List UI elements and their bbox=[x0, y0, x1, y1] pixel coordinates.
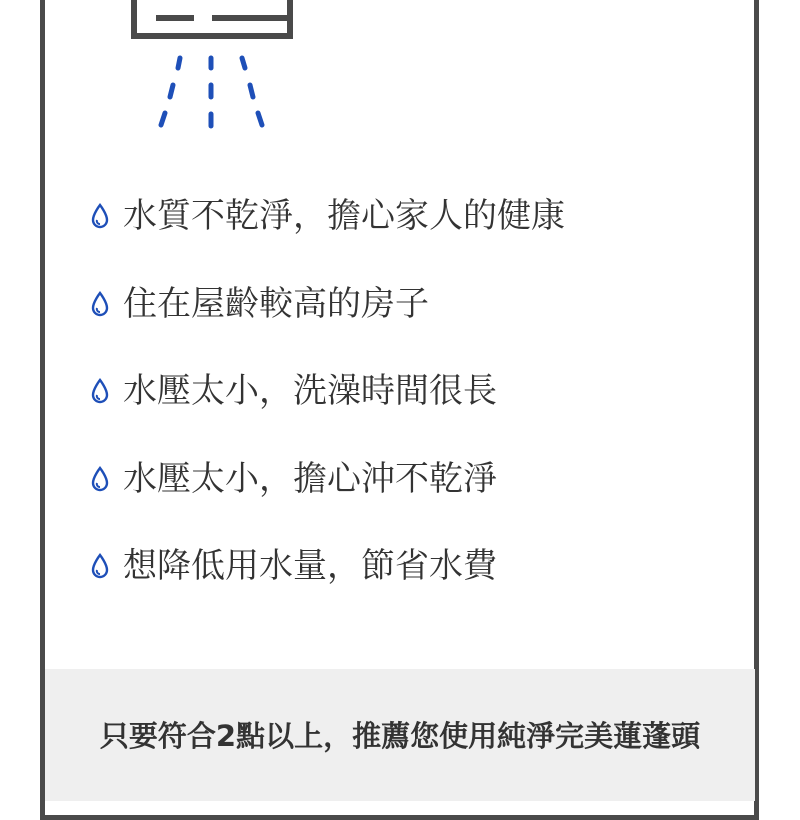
water-drop-icon bbox=[90, 291, 110, 317]
list-item bbox=[90, 278, 565, 330]
list-item bbox=[90, 190, 565, 242]
list-item-label: 水壓太小，擔心沖不乾淨 bbox=[123, 458, 497, 499]
list-item bbox=[90, 453, 565, 505]
footer-message: 只要符合2點以上，推薦您使用純淨完美蓮蓬頭 bbox=[99, 719, 701, 753]
list-item bbox=[90, 365, 565, 417]
water-drop-icon bbox=[90, 466, 110, 492]
water-drop-icon bbox=[90, 378, 110, 404]
water-drop-icon bbox=[90, 553, 110, 579]
condition-checklist bbox=[90, 190, 565, 628]
shower-head-icon bbox=[128, 0, 298, 140]
list-item-label: 水質不乾淨，擔心家人的健康 bbox=[123, 196, 565, 236]
list-item bbox=[90, 540, 565, 592]
water-drop-icon bbox=[90, 203, 110, 229]
list-item-label: 想降低用水量，節省水費 bbox=[123, 546, 497, 586]
list-item-label: 水壓太小，洗澡時間很長 bbox=[123, 371, 497, 411]
list-item-label: 住在屋齡較高的房子 bbox=[123, 283, 429, 324]
